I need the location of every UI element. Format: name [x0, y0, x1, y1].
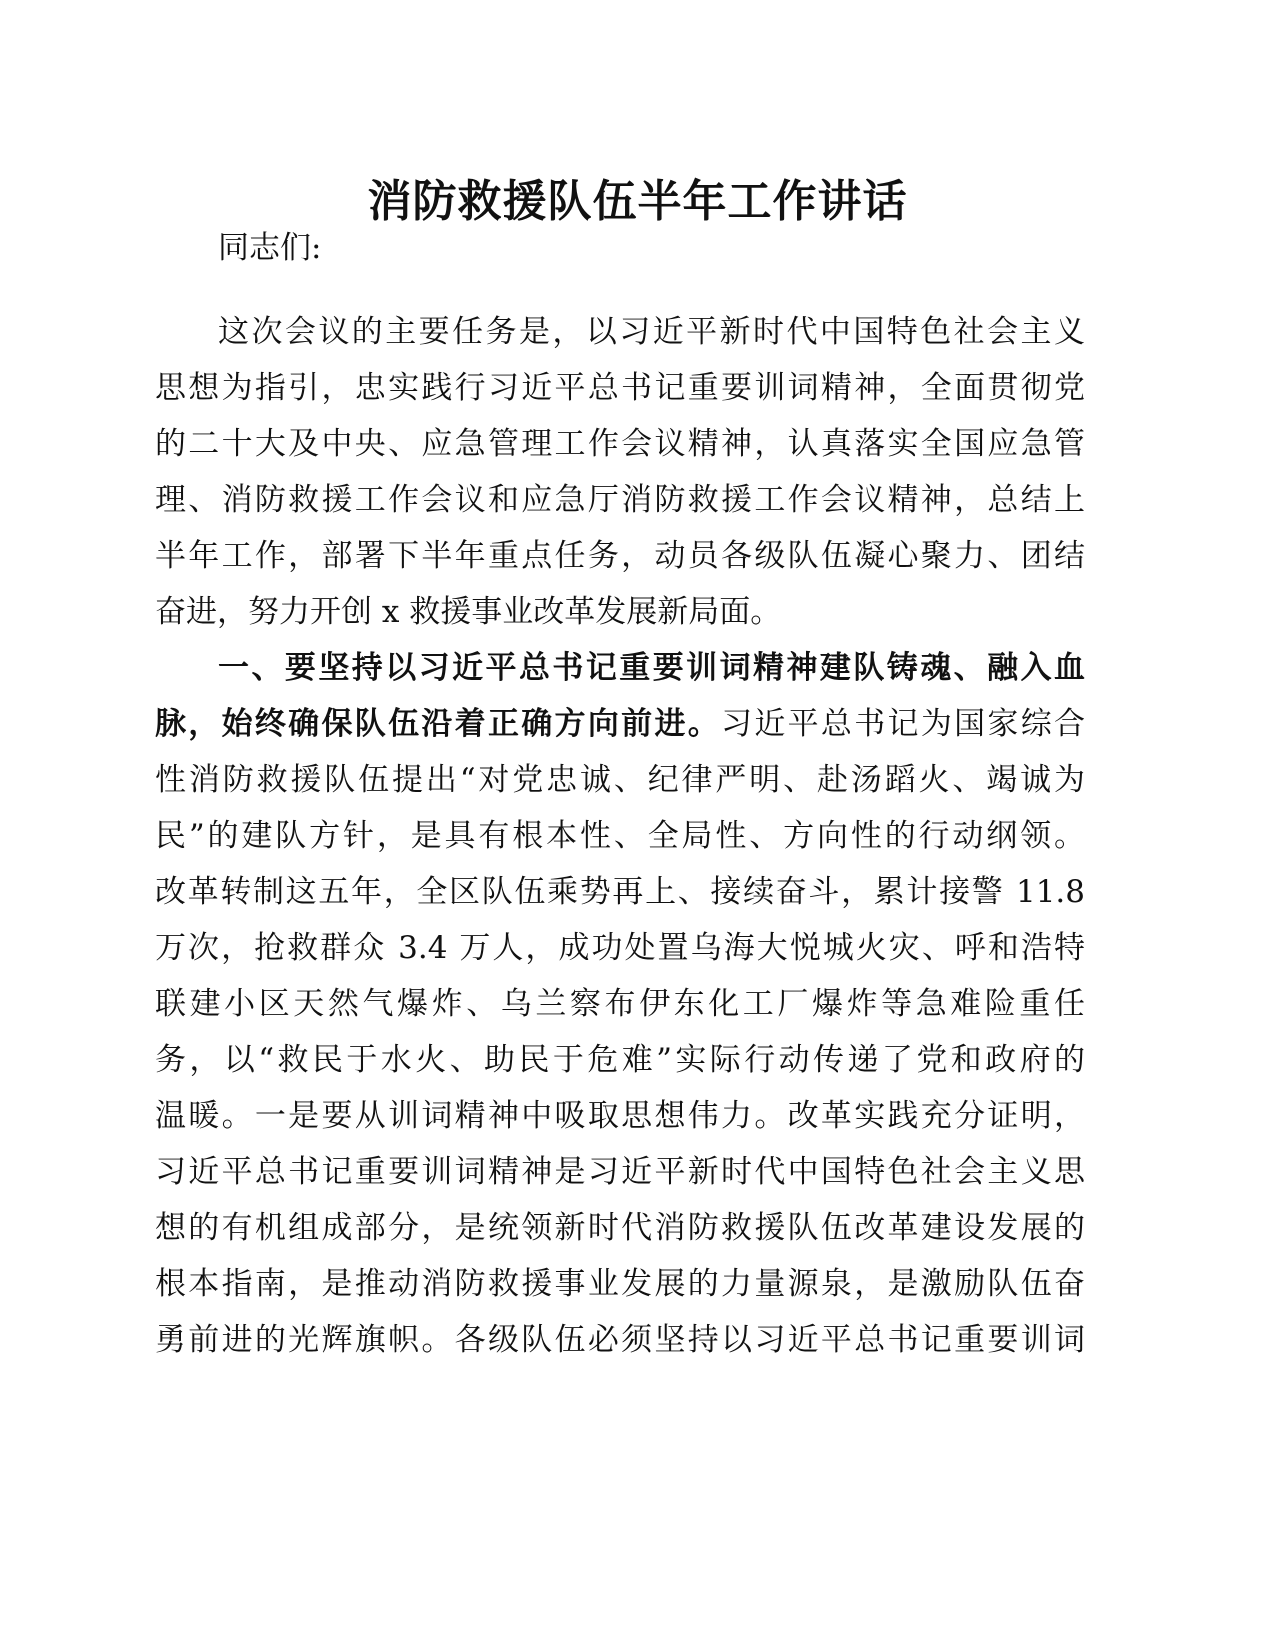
- section-heading-line: [155, 704, 1085, 744]
- salutation: 同志们:: [218, 230, 322, 266]
- paragraph-line: 理、消防救援工作会议和应急厅消防救援工作会议精神，总结上: [155, 482, 1085, 518]
- paragraph-line: 的二十大及中央、应急管理工作会议精神，认真落实全国应急管: [155, 426, 1085, 462]
- section-heading-tail: 脉，始终确保队伍沿着正确方向前进。: [155, 706, 722, 742]
- document-title: 消防救援队伍半年工作讲话: [367, 176, 908, 227]
- paragraph-line: 习近平总书记重要训词精神是习近平新时代中国特色社会主义思: [155, 1154, 1085, 1190]
- paragraph-line: 万次，抢救群众 3.4 万人，成功处置乌海大悦城火灾、呼和浩特: [155, 930, 1085, 966]
- paragraph-line: 务，以“救民于水火、助民于危难”实际行动传递了党和政府的: [155, 1042, 1085, 1078]
- paragraph-line: 思想为指引，忠实践行习近平总书记重要训词精神，全面贯彻党: [155, 370, 1085, 406]
- paragraph-line: 温暖。一是要从训词精神中吸取思想伟力。改革实践充分证明，: [155, 1098, 1085, 1134]
- paragraph-line: 民”的建队方针，是具有根本性、全局性、方向性的行动纲领。: [155, 818, 1085, 854]
- paragraph-line: 半年工作，部署下半年重点任务，动员各级队伍凝心聚力、团结: [155, 538, 1085, 574]
- paragraph-line: 勇前进的光辉旗帜。各级队伍必须坚持以习近平总书记重要训词: [155, 1322, 1085, 1358]
- paragraph-line: 这次会议的主要任务是，以习近平新时代中国特色社会主义: [218, 314, 1085, 350]
- paragraph-line: 根本指南，是推动消防救援事业发展的力量源泉，是激励队伍奋: [155, 1266, 1085, 1302]
- paragraph-line: 想的有机组成部分，是统领新时代消防救援队伍改革建设发展的: [155, 1210, 1085, 1246]
- paragraph-line: 性消防救援队伍提出“对党忠诚、纪律严明、赴汤蹈火、竭诚为: [155, 762, 1085, 798]
- section-heading: 一、要坚持以习近平总书记重要训词精神建队铸魂、融入血: [218, 650, 1085, 686]
- paragraph-line: 改革转制这五年，全区队伍乘势再上、接续奋斗，累计接警 11.8: [155, 874, 1085, 910]
- paragraph-line: 奋进，努力开创 x 救援事业改革发展新局面。: [155, 594, 782, 630]
- paragraph-line: 联建小区天然气爆炸、乌兰察布伊东化工厂爆炸等急难险重任: [155, 986, 1085, 1022]
- section-text-start: 习近平总书记为国家综合: [721, 706, 1086, 742]
